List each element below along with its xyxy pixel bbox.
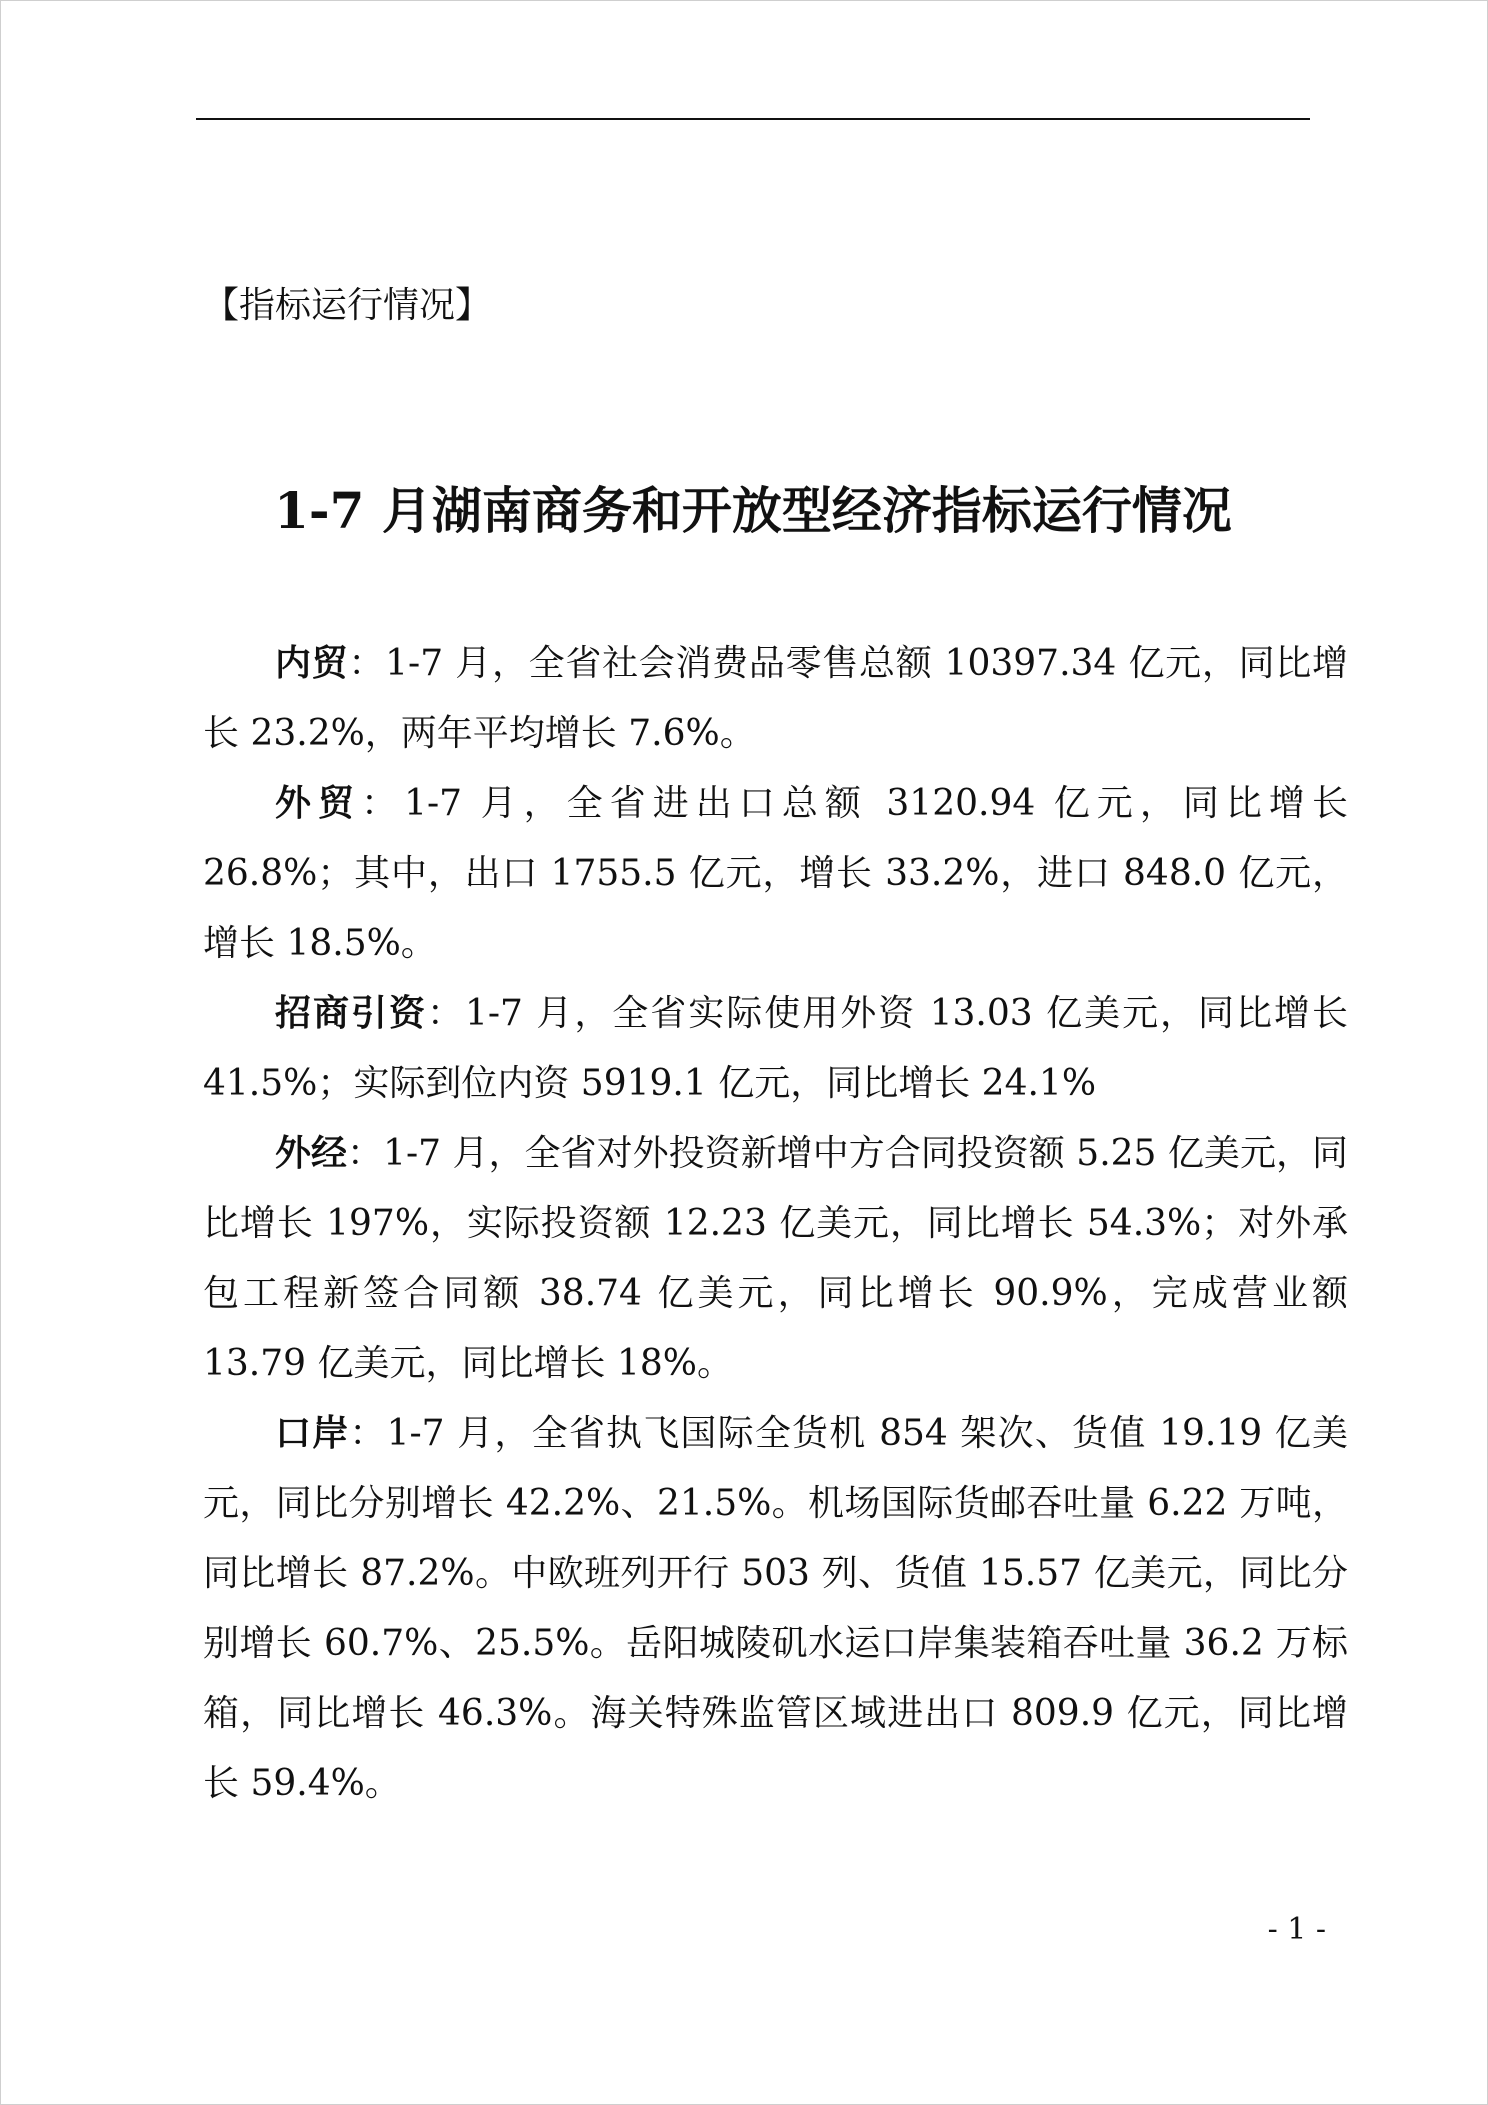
paragraph-text: ：1-7 月，全省对外投资新增中方合同投资额 5.25 亿美元，同比增长 197%，实际投资额 12.23 亿美元，同比增长 54.3%；对外承包工程新签合同额 38.74 亿美元，同比增长 90.9%，完成营业额 13.79 亿美元，同比增长 18%。	[203, 1133, 1348, 1384]
paragraph-lead: 口岸	[275, 1413, 350, 1454]
paragraph-lead: 外经	[275, 1133, 348, 1174]
paragraph-foreign-trade	[203, 769, 1348, 979]
paragraph-lead: 招商引资	[275, 993, 427, 1034]
paragraph-text: ：1-7 月，全省进出口总额 3120.94 亿元，同比增长 26.8%；其中，出口 1755.5 亿元，增长 33.2%，进口 848.0 亿元，增长 18.5%。	[203, 783, 1348, 964]
paragraph-text: ：1-7 月，全省实际使用外资 13.03 亿美元，同比增长 41.5%；实际到位内资 5919.1 亿元，同比增长 24.1%	[203, 993, 1348, 1104]
paragraph-ports	[203, 1399, 1348, 1819]
paragraph-lead: 外贸	[275, 783, 362, 824]
paragraph-outbound-economy	[203, 1119, 1348, 1399]
header-rule	[196, 118, 1310, 120]
paragraph-lead: 内贸	[275, 643, 349, 684]
document-body	[203, 629, 1348, 1819]
document-title: 1-7 月湖南商务和开放型经济指标运行情况	[274, 481, 1232, 540]
section-tag: 【指标运行情况】	[203, 285, 492, 326]
paragraph-investment	[203, 979, 1348, 1119]
paragraph-text: ：1-7 月，全省社会消费品零售总额 10397.34 亿元，同比增长 23.2%，两年平均增长 7.6%。	[203, 643, 1348, 754]
paragraph-domestic-trade	[203, 629, 1348, 769]
page-number: - 1 -	[1267, 1912, 1326, 1947]
paragraph-text: ：1-7 月，全省执飞国际全货机 854 架次、货值 19.19 亿美元，同比分别增长 42.2%、21.5%。机场国际货邮吞吐量 6.22 万吨，同比增长 87.2%。中欧班列开行 503 列、货值 15.57 亿美元，同比分别增长 60.7%、25.5%。岳阳城陵矶水运口岸集装箱吞吐量 36.2 万标箱，同比增长 46.3%。海关特殊监管区域进出口 809.9 亿元，同比增长 59.4%。	[203, 1413, 1348, 1804]
